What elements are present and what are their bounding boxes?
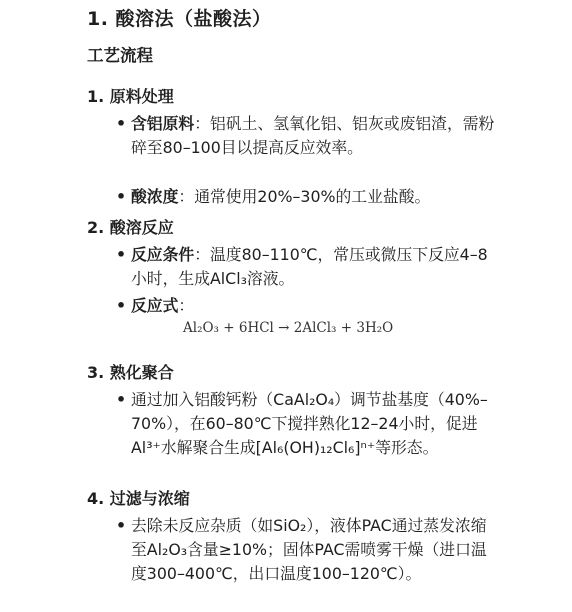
bullet-term: 反应式 — [131, 296, 179, 315]
bullet-dot: • — [116, 114, 127, 133]
list-item — [116, 243, 501, 291]
bullet-text: 去除未反应杂质（如SiO₂），液体PAC通过蒸发浓缩至Al₂O₃含量≥10%；固体PAC需喷雾干燥（进口温度300–400℃，出口温度100–120℃）。 — [131, 516, 487, 583]
step-heading-3: 3. 熟化聚合 — [87, 363, 174, 382]
list-item — [116, 112, 501, 160]
bullet-text: ：温度80–110℃，常压或微压下反应4–8小时，生成AlCl₃溶液。 — [131, 245, 488, 288]
bullet-term: 含铝原料 — [131, 114, 195, 133]
subsection-title: 工艺流程 — [87, 46, 153, 65]
list-item — [116, 185, 501, 209]
list-item — [116, 294, 501, 318]
bullet-term: 反应条件 — [131, 245, 195, 264]
bullet-dot: • — [116, 245, 127, 264]
bullet-dot: • — [116, 390, 127, 409]
bullet-text: ：通常使用20%–30%的工业盐酸。 — [178, 187, 431, 206]
list-item — [116, 514, 501, 586]
bullet-dot: • — [116, 296, 127, 315]
bullet-dot: • — [116, 516, 127, 535]
bullet-text: 通过加入铝酸钙粉（CaAl₂O₄）调节盐基度（40%–70%），在60–80℃下搅拌熟化12–24小时，促进Al³⁺水解聚合生成[Al₆(OH)₁₂Cl₆]ⁿ⁺等形态。 — [131, 390, 488, 457]
section-title: 1. 酸溶法（盐酸法） — [87, 8, 272, 30]
step-heading-2: 2. 酸溶反应 — [87, 218, 174, 237]
bullet-text: ： — [178, 296, 195, 315]
bullet-text: ：铝矾土、氢氧化铝、铝灰或废铝渣，需粉碎至80–100目以提高反应效率。 — [131, 114, 495, 157]
step-heading-1: 1. 原料处理 — [87, 87, 174, 106]
list-item — [116, 388, 501, 460]
bullet-dot: • — [116, 187, 127, 206]
bullet-term: 酸浓度 — [131, 187, 179, 206]
reaction-formula: Al₂O₃ + 6HCl → 2AlCl₃ + 3H₂O — [183, 320, 394, 336]
step-heading-4: 4. 过滤与浓缩 — [87, 489, 190, 508]
